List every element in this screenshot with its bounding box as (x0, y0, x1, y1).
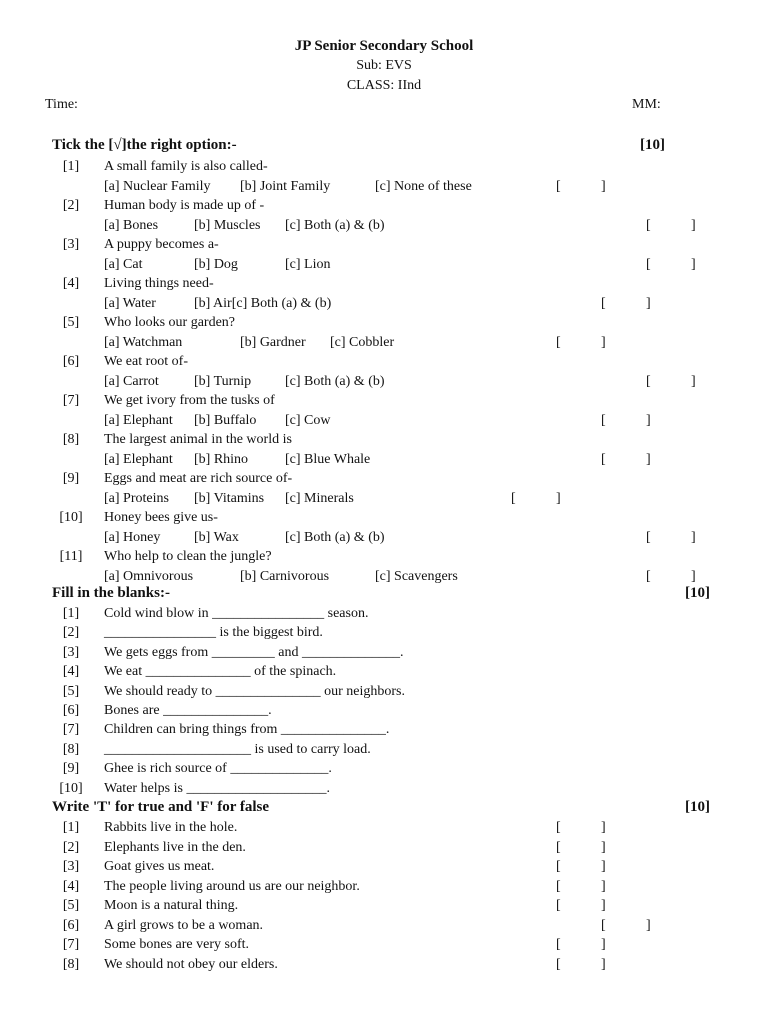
statement-number: [5] (62, 898, 80, 913)
option-a[interactable]: [a] Bones (104, 218, 159, 233)
time-label: Time: (45, 97, 78, 112)
blank-sentence[interactable]: ________________ is the biggest bird. (104, 625, 323, 641)
option-a[interactable]: [a] Watchman (104, 335, 183, 350)
question-number: [1] (62, 159, 80, 174)
blank-sentence[interactable]: Bones are _______________. (104, 703, 272, 718)
statement-text: Rabbits live in the hole. (104, 820, 238, 835)
option-c[interactable]: [c] Cow (285, 413, 331, 428)
section-title-true-false: Write 'T' for true and 'F' for false (52, 799, 270, 815)
answer-bracket-close[interactable]: ] (601, 335, 606, 350)
blank-number: [8] (62, 741, 80, 757)
statement-text: Some bones are very soft. (104, 937, 250, 952)
blank-number: [7] (62, 722, 80, 738)
question-text: Honey bees give us- (104, 510, 218, 525)
max-marks-label: MM: (632, 97, 661, 112)
question-text: Who looks our garden? (104, 315, 236, 330)
statement-text: Moon is a natural thing. (104, 898, 239, 913)
option-c[interactable]: [c] Scavengers (375, 569, 458, 584)
statement-text: Goat gives us meat. (104, 859, 215, 874)
option-b[interactable]: [b] Vitamins (194, 491, 265, 506)
option-b[interactable]: [b] Muscles (194, 218, 261, 233)
statement-number: [8] (62, 956, 80, 972)
question-number: [6] (62, 354, 80, 369)
answer-bracket-open[interactable]: [ (646, 530, 651, 545)
statement-number: [3] (62, 859, 80, 874)
answer-bracket-open[interactable]: [ (646, 374, 651, 389)
answer-bracket-close[interactable]: ] (691, 374, 696, 389)
answer-bracket-open[interactable]: [ (556, 335, 561, 350)
answer-bracket-close[interactable]: ] (601, 937, 606, 952)
answer-bracket-open[interactable]: [ (556, 179, 561, 194)
blank-number: [9] (62, 761, 80, 777)
option-c[interactable]: [c] Both (a) & (b) (285, 374, 385, 389)
option-b[interactable]: [b] Dog (194, 257, 238, 272)
option-b[interactable]: [b] Wax (194, 530, 239, 545)
blank-number: [5] (62, 683, 80, 699)
question-number: [8] (62, 432, 80, 447)
answer-bracket-close[interactable]: ] (646, 452, 651, 467)
answer-bracket-close[interactable]: ] (601, 898, 606, 913)
section-marks-mcq: [10] (640, 137, 665, 153)
answer-bracket-open[interactable]: [ (556, 839, 561, 855)
blank-sentence[interactable]: Cold wind blow in ________________ season. (104, 606, 369, 621)
question-text: Living things need- (104, 276, 214, 291)
option-a[interactable]: [a] Proteins (104, 491, 169, 506)
answer-bracket-open[interactable]: [ (601, 452, 606, 467)
option-b[interactable]: [b] Buffalo (194, 413, 257, 428)
question-text: The largest animal in the world is (104, 432, 292, 447)
blank-sentence[interactable]: We eat _______________ of the spinach. (104, 664, 337, 680)
answer-bracket-open[interactable]: [ (556, 956, 561, 972)
section-marks-fill-blanks: [10] (685, 585, 710, 601)
question-text: Who help to clean the jungle? (104, 549, 272, 564)
option-c[interactable]: [c] Lion (285, 257, 331, 272)
answer-bracket-close[interactable]: ] (601, 839, 606, 855)
question-number: [5] (62, 315, 80, 330)
subject: Sub: EVS (356, 58, 412, 73)
question-text: A puppy becomes a- (104, 237, 219, 252)
answer-bracket-open[interactable]: [ (556, 859, 561, 874)
answer-bracket-close[interactable]: ] (601, 878, 606, 894)
question-number: [11] (59, 549, 83, 564)
answer-bracket-close[interactable]: ] (646, 917, 651, 933)
answer-bracket-close[interactable]: ] (646, 296, 651, 311)
statement-number: [6] (62, 917, 80, 933)
statement-number: [1] (62, 820, 80, 835)
blank-number: [2] (62, 625, 80, 641)
answer-bracket-open[interactable]: [ (556, 937, 561, 952)
answer-bracket-open[interactable]: [ (646, 257, 651, 272)
option-a[interactable]: [a] Elephant (104, 452, 173, 467)
blank-sentence[interactable]: We gets eggs from _________ and ______________. (104, 644, 404, 660)
option-b[interactable]: [b] Turnip (194, 374, 252, 389)
statement-number: [4] (62, 878, 80, 894)
statement-text: A girl grows to be a woman. (104, 917, 264, 933)
blank-sentence[interactable]: Water helps is ____________________. (104, 780, 330, 796)
answer-bracket-close[interactable]: ] (691, 218, 696, 233)
answer-bracket-close[interactable]: ] (601, 859, 606, 874)
answer-bracket-close[interactable]: ] (601, 179, 606, 194)
section-title-fill-blanks: Fill in the blanks:- (52, 585, 170, 601)
option-c[interactable]: [c] None of these (375, 179, 472, 194)
blank-sentence[interactable]: Children can bring things from _______________. (104, 722, 390, 738)
option-a[interactable]: [a] Nuclear Family (104, 179, 211, 194)
option-c[interactable]: [c] Both (a) & (b) (285, 530, 385, 545)
option-b[interactable]: [b] Joint Family (240, 179, 331, 194)
blank-number: [3] (62, 644, 80, 660)
class-label: CLASS: IInd (346, 78, 422, 93)
option-a[interactable]: [a] Water (104, 296, 156, 311)
option-c[interactable]: [c] Blue Whale (285, 452, 371, 467)
answer-bracket-open[interactable]: [ (556, 898, 561, 913)
blank-sentence[interactable]: _____________________ is used to carry load. (104, 741, 371, 757)
question-text: A small family is also called- (104, 159, 268, 174)
option-c[interactable]: [c] Minerals (285, 491, 354, 506)
answer-bracket-close[interactable]: ] (601, 956, 606, 972)
question-text: We eat root of- (104, 354, 188, 369)
option-c[interactable]: [c] Cobbler (330, 335, 395, 350)
statement-number: [7] (62, 937, 80, 952)
statement-text: Elephants live in the den. (104, 839, 246, 855)
question-text: Human body is made up of - (104, 198, 265, 213)
question-number: [10] (59, 510, 83, 525)
question-number: [2] (62, 198, 80, 213)
answer-bracket-open[interactable]: [ (556, 820, 561, 835)
blank-sentence[interactable]: We should ready to _______________ our neighbors. (104, 683, 405, 699)
option-a[interactable]: [a] Elephant (104, 413, 173, 428)
answer-bracket-open[interactable]: [ (601, 413, 606, 428)
question-number: [9] (62, 471, 80, 486)
blank-number: [10] (59, 780, 83, 796)
statement-text: The people living around us are our neighbor. (104, 878, 360, 894)
option-a[interactable]: [a] Honey (104, 530, 161, 545)
school-name: JP Senior Secondary School (294, 38, 474, 54)
answer-bracket-open[interactable]: [ (646, 569, 651, 584)
section-marks-true-false: [10] (685, 799, 710, 815)
answer-bracket-close[interactable]: ] (601, 820, 606, 835)
answer-bracket-close[interactable]: ] (556, 491, 561, 506)
answer-bracket-close[interactable]: ] (646, 413, 651, 428)
option-c[interactable]: [c] Both (a) & (b) (285, 218, 385, 233)
answer-bracket-open[interactable]: [ (646, 218, 651, 233)
option-b[interactable]: [b] Rhino (194, 452, 249, 467)
blank-number: [6] (62, 703, 80, 718)
answer-bracket-open[interactable]: [ (601, 917, 606, 933)
answer-bracket-close[interactable]: ] (691, 530, 696, 545)
answer-bracket-close[interactable]: ] (691, 257, 696, 272)
question-number: [7] (62, 393, 80, 408)
option-a[interactable]: [a] Cat (104, 257, 143, 272)
statement-text: We should not obey our elders. (104, 956, 278, 972)
question-number: [4] (62, 276, 80, 291)
blank-number: [4] (62, 664, 80, 680)
option-b[interactable]: [b] Carnivorous (240, 569, 330, 584)
question-text: Eggs and meat are rich source of- (104, 471, 293, 486)
answer-bracket-open[interactable]: [ (601, 296, 606, 311)
option-b[interactable]: [b] Gardner (240, 335, 306, 350)
blank-sentence[interactable]: Ghee is rich source of ______________. (104, 761, 332, 777)
section-title-mcq: Tick the [√]the right option:- (52, 137, 237, 153)
option-a[interactable]: [a] Omnivorous (104, 569, 194, 584)
option-b[interactable]: [b] Air[c] Both (a) & (b) (194, 296, 332, 311)
option-a[interactable]: [a] Carrot (104, 374, 159, 389)
answer-bracket-close[interactable]: ] (691, 569, 696, 584)
blank-number: [1] (62, 606, 80, 621)
answer-bracket-open[interactable]: [ (556, 878, 561, 894)
question-number: [3] (62, 237, 80, 252)
answer-bracket-open[interactable]: [ (511, 491, 516, 506)
question-text: We get ivory from the tusks of (104, 393, 275, 408)
statement-number: [2] (62, 839, 80, 855)
